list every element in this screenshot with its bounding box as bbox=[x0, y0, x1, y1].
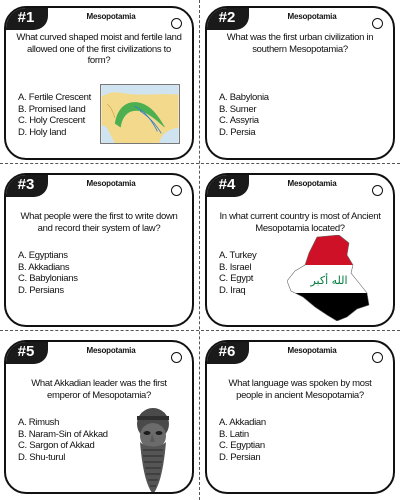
card-number: #5 bbox=[4, 340, 48, 364]
answer-option: D. Holy land bbox=[18, 126, 67, 138]
card-number: #3 bbox=[4, 173, 48, 197]
task-card-5 bbox=[4, 340, 194, 494]
punch-hole-icon bbox=[372, 18, 383, 29]
answer-option: B. Naram-Sin of Akkad bbox=[18, 428, 108, 440]
answer-option: C. Egypt bbox=[219, 273, 254, 284]
svg-text:الله أكبر: الله أكبر bbox=[310, 274, 348, 287]
punch-hole-icon bbox=[372, 352, 383, 363]
card-question: What language was spoken by most people in ancient Mesopotamia? bbox=[228, 378, 372, 401]
answer-option: D. Persia bbox=[219, 126, 256, 138]
answer-option: C. Holy Crescent bbox=[18, 115, 85, 126]
card-number: #4 bbox=[205, 173, 249, 197]
card-title: Mesopotamia bbox=[287, 346, 337, 355]
punch-hole-icon bbox=[372, 185, 383, 196]
answer-option: C. Babylonians bbox=[18, 273, 78, 284]
answer-option: D. Iraq bbox=[219, 284, 246, 296]
card-number: #1 bbox=[4, 6, 48, 30]
card-question: What curved shaped moist and fertile land allowed one of the first civilizations to form? bbox=[16, 32, 182, 66]
iraq-flag-map-icon bbox=[287, 235, 371, 321]
sargon-bronze-head-image bbox=[130, 406, 176, 494]
vertical-cut-line bbox=[199, 0, 200, 500]
answer-option: B. Israel bbox=[219, 261, 252, 273]
punch-hole-icon bbox=[171, 18, 182, 29]
answer-option: A. Akkadian bbox=[219, 417, 266, 428]
card-title: Mesopotamia bbox=[287, 179, 337, 188]
card-number: #6 bbox=[205, 340, 249, 364]
answer-options bbox=[18, 417, 108, 463]
answer-option: C. Egyptian bbox=[219, 440, 265, 451]
card-title: Mesopotamia bbox=[287, 12, 337, 21]
task-card-4 bbox=[205, 173, 395, 327]
answer-option: B. Latin bbox=[219, 428, 249, 440]
card-question: What people were the first to write down and record their system of law? bbox=[20, 211, 178, 234]
answer-options bbox=[219, 92, 269, 138]
task-card-3 bbox=[4, 173, 194, 327]
answer-option: B. Promised land bbox=[18, 103, 86, 115]
horizontal-cut-line bbox=[0, 330, 400, 331]
answer-option: D. Persian bbox=[219, 451, 261, 463]
bronze-head-icon bbox=[130, 406, 176, 494]
card-question: What Akkadian leader was the first emperor of Mesopotamia? bbox=[31, 378, 167, 401]
card-question: What was the first urban civilization in southern Mesopotamia? bbox=[226, 32, 374, 55]
answer-options bbox=[18, 92, 91, 138]
task-card-2 bbox=[205, 6, 395, 160]
fertile-crescent-map-image bbox=[100, 84, 180, 144]
card-number: #2 bbox=[205, 6, 249, 30]
card-title: Mesopotamia bbox=[86, 12, 136, 21]
card-question: In what current country is most of Ancient Mesopotamia located? bbox=[219, 211, 381, 234]
answer-option: B. Akkadians bbox=[18, 261, 70, 273]
task-card-6 bbox=[205, 340, 395, 494]
punch-hole-icon bbox=[171, 352, 182, 363]
answer-option: A. Turkey bbox=[219, 250, 257, 261]
answer-option: D. Persians bbox=[18, 284, 64, 296]
answer-options bbox=[219, 250, 256, 296]
answer-option: C. Sargon of Akkad bbox=[18, 440, 95, 451]
iraq-flag-map-image bbox=[287, 235, 371, 321]
horizontal-cut-line bbox=[0, 163, 400, 164]
answer-option: A. Babylonia bbox=[219, 92, 269, 103]
task-card-1 bbox=[4, 6, 194, 160]
answer-option: A. Fertile Crescent bbox=[18, 92, 91, 103]
answer-option: D. Shu-turul bbox=[18, 451, 66, 463]
fertile-crescent-map-icon bbox=[101, 85, 179, 143]
card-title: Mesopotamia bbox=[86, 179, 136, 188]
answer-options bbox=[219, 417, 266, 463]
answer-option: A. Egyptians bbox=[18, 250, 68, 261]
answer-options bbox=[18, 250, 78, 296]
punch-hole-icon bbox=[171, 185, 182, 196]
answer-option: B. Sumer bbox=[219, 103, 257, 115]
card-title: Mesopotamia bbox=[86, 346, 136, 355]
answer-option: C. Assyria bbox=[219, 115, 259, 126]
answer-option: A. Rimush bbox=[18, 417, 60, 428]
